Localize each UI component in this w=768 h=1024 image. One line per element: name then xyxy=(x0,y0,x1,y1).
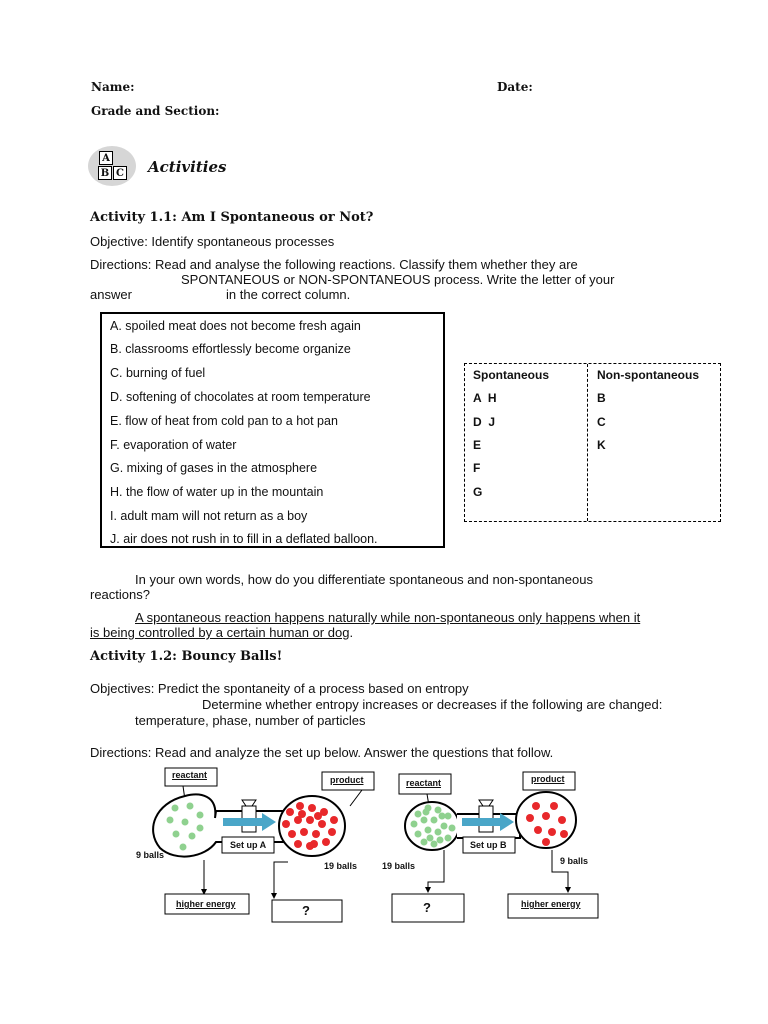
non-spontaneous-header: Non-spontaneous xyxy=(597,368,699,382)
reaction-item: B. classrooms effortlessly become organize xyxy=(110,342,351,356)
block-b: B xyxy=(98,166,112,180)
spontaneous-answer: F xyxy=(473,461,481,475)
reaction-item: F. evaporation of water xyxy=(110,438,237,452)
reaction-item: H. the flow of water up in the mountain xyxy=(110,485,324,499)
reaction-item: E. flow of heat from cold pan to a hot pan xyxy=(110,414,338,428)
activity2-title: Activity 1.2: Bouncy Balls! xyxy=(90,649,283,664)
non-spontaneous-answer: K xyxy=(597,438,606,452)
setup-b-right-count: 9 balls xyxy=(560,856,589,866)
setup-b-left-count: 19 balls xyxy=(382,861,416,871)
non-spontaneous-answer: B xyxy=(597,391,606,405)
setup-b-valve-handle xyxy=(479,800,493,806)
activity1-directions-line2: SPONTANEOUS or NON-SPONTANEOUS process. Write the letter of your xyxy=(181,272,615,287)
name-label: Name: xyxy=(91,80,135,94)
reaction-item: G. mixing of gases in the atmosphere xyxy=(110,461,318,475)
setup-a-valve-handle xyxy=(242,800,256,806)
setup-a-unknown-label: ? xyxy=(302,903,310,918)
reaction-item: C. burning of fuel xyxy=(110,366,206,380)
spontaneous-answer: G xyxy=(473,485,483,499)
activities-heading: Activities xyxy=(148,158,227,176)
answer-line1: A spontaneous reaction happens naturally while non-spontaneous only happens when it xyxy=(135,610,641,625)
setup-b-reactant-label: reactant xyxy=(406,778,442,788)
setup-a-product-label: product xyxy=(330,775,364,785)
reaction-item: J. air does not rush in to fill in a deflated balloon. xyxy=(110,532,378,546)
block-c: C xyxy=(113,166,127,180)
setup-a-energy-label: higher energy xyxy=(176,899,236,909)
block-a: A xyxy=(99,151,113,165)
spontaneous-answer: D J xyxy=(473,415,496,429)
reaction-item: I. adult mam will not return as a boy xyxy=(110,509,308,523)
reaction-item: D. softening of chocolates at room temperature xyxy=(110,390,371,404)
answer-line2: is being controlled by a certain human or dog xyxy=(90,625,350,640)
activity2-directions: Directions: Read and analyze the set up below. Answer the questions that follow. xyxy=(90,745,554,760)
activity1-title: Activity 1.1: Am I Spontaneous or Not? xyxy=(90,210,374,225)
question-line2: reactions? xyxy=(90,587,150,602)
spontaneous-answer: A H xyxy=(473,391,497,405)
setup-b-label: Set up B xyxy=(470,840,507,850)
reaction-item: A. spoiled meat does not become fresh again xyxy=(110,319,361,333)
spontaneous-answer: E xyxy=(473,438,482,452)
setup-b-unknown-arrow xyxy=(428,850,444,892)
setup-a-unknown-arrow xyxy=(274,862,288,898)
question-line1: In your own words, how do you differentiate spontaneous and non-spontaneous xyxy=(135,572,593,587)
setup-a-right-count: 19 balls xyxy=(324,861,358,871)
activity2-objectives-line2: Determine whether entropy increases or decreases if the following are changed: xyxy=(202,697,663,712)
setup-b-unknown-label: ? xyxy=(423,900,431,915)
activity2-objectives-line1: Objectives: Predict the spontaneity of a process based on entropy xyxy=(90,681,469,696)
setup-a-product-pointer xyxy=(350,790,362,806)
answer-period: . xyxy=(349,625,354,640)
activity1-objective: Objective: Identify spontaneous processes xyxy=(90,234,335,249)
activity2-objectives-line3: temperature, phase, number of particles xyxy=(135,713,366,728)
setup-b-energy-label: higher energy xyxy=(521,899,581,909)
setup-a-reactant-label: reactant xyxy=(172,770,208,780)
setup-a-label: Set up A xyxy=(230,840,267,850)
non-spontaneous-answer: C xyxy=(597,415,606,429)
activity1-directions-line1: Directions: Read and analyse the following reactions. Classify them whether they are xyxy=(90,257,578,272)
date-label: Date: xyxy=(497,80,533,94)
grade-section-label: Grade and Section: xyxy=(91,104,220,118)
setup-b-product-label: product xyxy=(531,774,565,784)
activity1-directions-line3b: in the correct column. xyxy=(226,287,351,302)
spontaneous-header: Spontaneous xyxy=(473,368,550,382)
activity1-directions-line3a: answer xyxy=(90,287,132,302)
setup-a-left-count: 9 balls xyxy=(136,850,165,860)
